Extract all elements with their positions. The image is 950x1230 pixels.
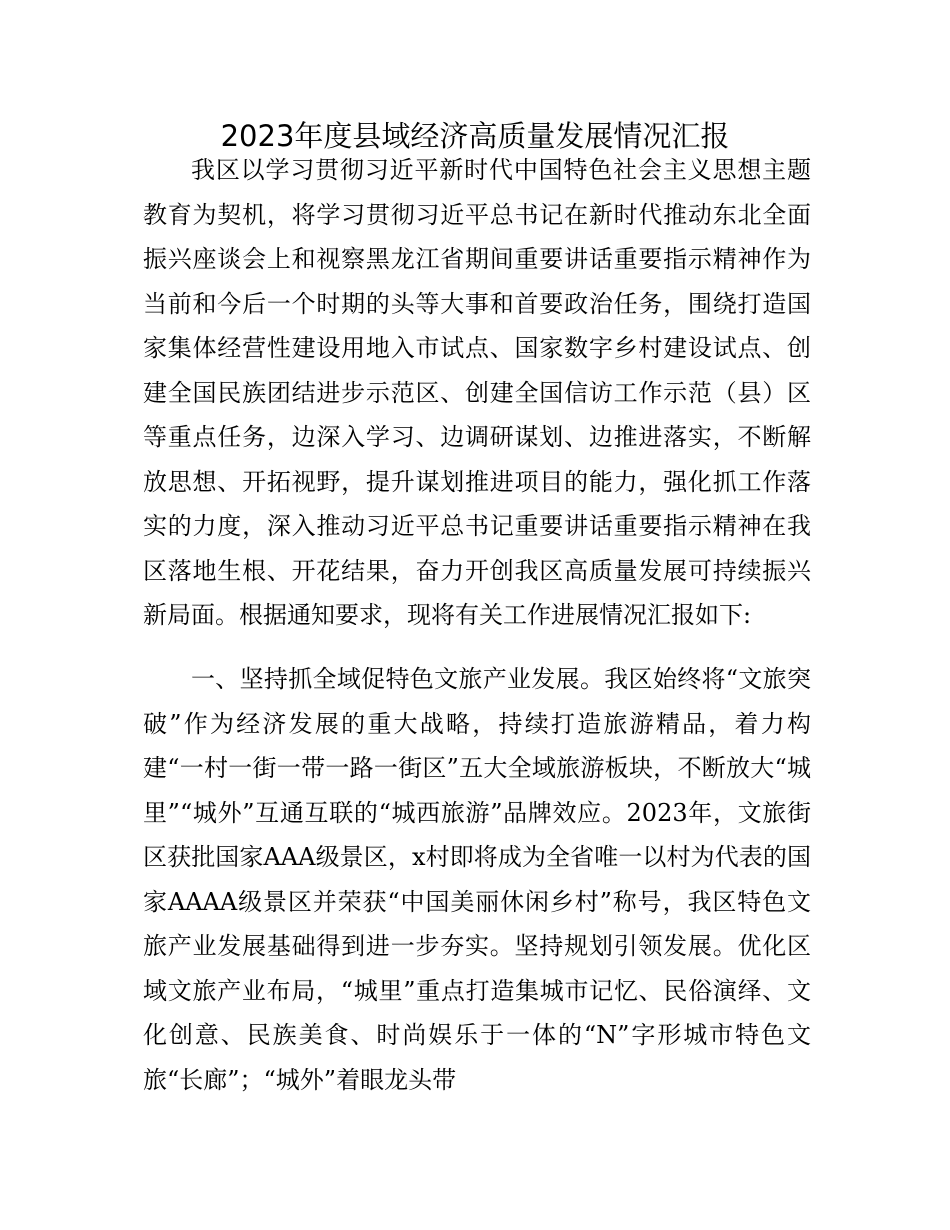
body-paragraph-section-1: 一、坚持抓全域促特色文旅产业发展。我区始终将“文旅突破”作为经济发展的重大战略，持续打造旅游精品，着力构建“一村一街一带一路一街区”五大全域旅游板块，不断放大“城里”“城外”互通互联的“城西旅游”品牌效应。2023年，文旅街区获批国家AAA级景区，x村即将成为全省唯一以村为代表的国家AAAA级景区并荣获“中国美丽休闲乡村”称号，我区特色文旅产业发展基础得到进一步夯实。坚持规划引领发展。优化区域文旅产业布局，“城里”重点打造集城市记忆、民俗演绎、文化创意、民族美食、时尚娱乐于一体的“N”字形城市特色文旅“长廊”；“城外”着眼龙头带 <box>143 665 811 1094</box>
document-title: 2023年度县域经济高质量发展情况汇报 <box>220 119 730 153</box>
body-paragraph-intro: 我区以学习贯彻习近平新时代中国特色社会主义思想主题教育为契机，将学习贯彻习近平总书记在新时代推动东北全面振兴座谈会上和视察黑龙江省期间重要讲话重要指示精神作为当前和今后一个时期的头等大事和首要政治任务，围绕打造国家集体经营性建设用地入市试点、国家数字乡村建设试点、创建全国民族团结进步示范区、创建全国信访工作示范（县）区等重点任务，边深入学习、边调研谋划、边推进落实，不断解放思想、开拓视野，提升谋划推进项目的能力，强化抓工作落实的力度，深入推动习近平总书记重要讲话重要指示精神在我区落地生根、开花结果，奋力开创我区高质量发展可持续振兴新局面。根据通知要求，现将有关工作进展情况汇报如下: <box>143 156 811 629</box>
